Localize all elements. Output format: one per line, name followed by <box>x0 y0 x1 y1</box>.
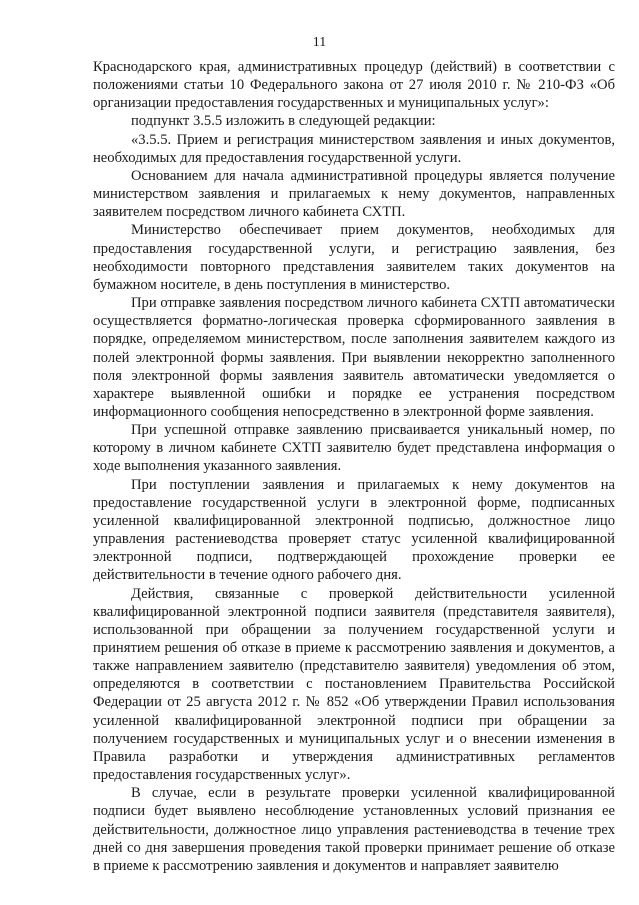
paragraph-5: Министерство обеспечивает прием документов, необходимых для предоставления государственной услуги, и регистрацию заявления, без необходимости повторного представления заявителем таких документов на бумажном носителе, в день поступления в министерство. <box>93 222 615 293</box>
document-body <box>93 58 615 875</box>
paragraph-10: В случае, если в результате проверки усиленной квалифицированной подписи будет выявлено несоблюдение установленных условий признания ее действительности, должностное лицо управления растениеводства в течение трех дней со дня завершения проведения такой проверки принимает решение об отказе в приеме к рассмотрению заявления и документов и направляет заявителю <box>93 785 615 874</box>
paragraph-1: Краснодарского края, административных процедур (действий) в соответствии с положениями статьи 10 Федерального закона от 27 июля 2010 г. № 210-ФЗ «Об организации предоставления государственных и муниципальных услуг»: <box>93 59 615 112</box>
paragraph-3: «3.5.5. Прием и регистрация министерством заявления и иных документов, необходимых для предоставления государственной услуги. <box>93 131 615 166</box>
paragraph-9: Действия, связанные с проверкой действительности усиленной квалифицированной электронной подписи заявителя (представителя заявителя), использованной при обращении за получением государственной услуги и принятием решения об отказе в приеме к рассмотрению заявления и документов, а также направлением заявителю (представителю заявителя) уведомления об этом, определяются в соответствии с постановлением Правительства Российской Федерации от 25 августа 2012 г. № 852 «Об утверждении Правил использования усиленной квалифицированной электронной подписи при обращении за получением государственных и муниципальных услуг и о внесении изменения в Правила разработки и утверждения административных регламентов предоставления государственных услуг». <box>93 585 615 784</box>
paragraph-2: подпункт 3.5.5 изложить в следующей редакции: <box>131 113 436 130</box>
paragraph-7: При успешной отправке заявлению присваивается уникальный номер, по которому в личном кабинете СХТП заявителю будет представлена информация о ходе выполнения указанного заявления. <box>93 422 615 475</box>
paragraph-6: При отправке заявления посредством личного кабинета СХТП автоматически осуществляется форматно-логическая проверка сформированного заявления в порядке, определяемом министерством, после заполнения заявителем каждого из полей электронной формы заявления. При выявлении некорректно заполненного поля электронной формы заявления заявитель автоматически уведомляется о характере выявленной ошибки и порядке ее устранения посредством информационного сообщения непосредственно в электронной форме заявления. <box>93 295 615 420</box>
paragraph-8: При поступлении заявления и прилагаемых к нему документов на предоставление государственной услуги в электронной форме, подписанных усиленной квалифицированной электронной подписью, должностное лицо управления растениеводства проверяет статус усиленной квалифицированной электронной подписи, подтверждающей прохождение проверки ее действительности в течение одного рабочего дня. <box>93 476 615 584</box>
paragraph-4: Основанием для начала административной процедуры является получение министерством заявления и прилагаемых к нему документов, направленных заявителем посредством личного кабинета СХТП. <box>93 167 615 221</box>
page-number: 11 <box>312 35 327 50</box>
